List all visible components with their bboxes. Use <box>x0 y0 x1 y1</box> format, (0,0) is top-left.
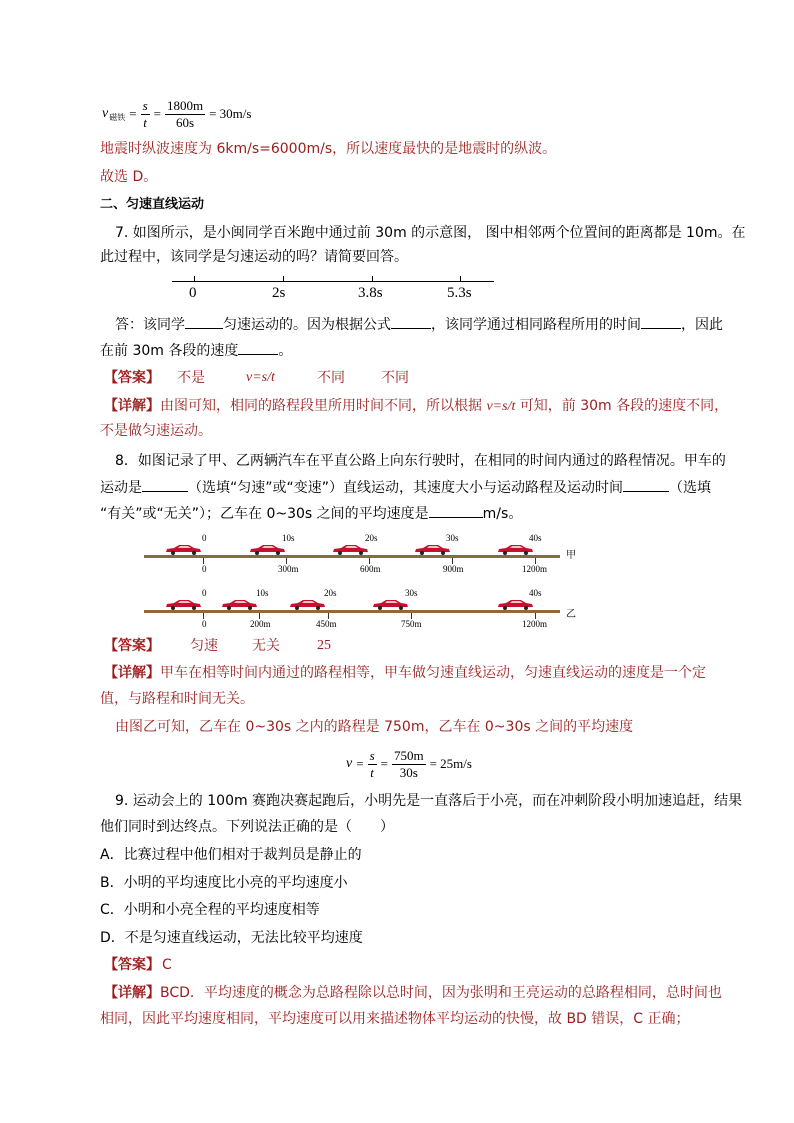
formula-v: v <box>102 106 109 121</box>
q8-detail-line1: 【详解】甲车在相等时间内通过的路程相等，甲车做匀速直线运动，匀速直线运动的速度是一个定 <box>104 665 706 681</box>
q9-option-a: A．比赛过程中他们相对于裁判员是静止的 <box>100 847 362 863</box>
jia-dist-600: 600m <box>360 564 381 574</box>
jia-time-0: 0 <box>202 533 207 543</box>
car-icon <box>331 543 369 555</box>
q7-line1: 7. 如图所示，是小闽同学百米跑中通过前 30m 的示意图， 图中相邻两个位置间的距离都是 10m。在 <box>115 225 746 241</box>
yi-dist-0: 0 <box>202 619 207 629</box>
jia-dist-0: 0 <box>202 564 207 574</box>
car-icon <box>288 598 326 610</box>
formula-sub: 磁铁 <box>109 113 126 122</box>
q8-detail-line2: 值，与路程和时间无关。 <box>100 691 254 707</box>
q7-detail-line1: 【详解】由图可知，相同的路程段里所用时间不同，所以根据 v=s/t 可知，前 30m 各段的速度不同， <box>104 398 729 414</box>
q7-answer-line1: 答：该同学 匀速运动的。因为根据公式 ，该同学通过相同路程所用的时间 ，因此 <box>115 314 723 335</box>
jia-time-40s: 40s <box>529 533 542 543</box>
yi-time-30s: 30s <box>405 588 418 598</box>
jia-dist-300: 300m <box>278 564 299 574</box>
q9-option-b: B．小明的平均速度比小亮的平均速度小 <box>100 875 348 891</box>
q7-answer: 【答案】 不是 v=s/t 不同 不同 <box>104 370 409 386</box>
q9-option-c: C．小明和小亮全程的平均速度相等 <box>100 902 320 918</box>
car-icon <box>413 543 451 555</box>
jia-road <box>144 555 560 558</box>
top-formula: v 磁铁 = $\frac{s}{t}$ = $\frac{1800m}{60s}$ = 30m/s <box>102 97 252 130</box>
car-icon <box>248 543 286 555</box>
car-icon <box>496 543 534 555</box>
q9-answer: 【答案】 C <box>104 957 172 973</box>
q7-line2: 此过程中，该同学是匀速运动的吗？请简要回答。 <box>100 249 408 265</box>
q8-formula: v = $\frac{s}{t}$ = $\frac{750m}{30s}$ = 25m/s <box>346 747 472 780</box>
q9-detail-line2: 相同，因此平均速度相同，平均速度可以用来描述物体平均运动的快慢，故 BD 错误，C 正确； <box>100 1011 690 1027</box>
car-icon <box>496 598 534 610</box>
q8-line1: 8．如图记录了甲、乙两辆汽车在平直公路上向东行驶时，在相同的时间内通过的路程情况。甲车的 <box>115 453 726 469</box>
choose-d-line: 故选 D。 <box>100 169 158 185</box>
q8-answer: 【答案】 匀速 无关 25 <box>104 638 331 654</box>
yi-time-40s: 40s <box>529 588 542 598</box>
yi-dist-1200: 1200m <box>522 619 548 629</box>
q7-label-0: 0 <box>189 285 197 301</box>
q9-line1: 9. 运动会上的 100m 赛跑决赛起跑后，小明先是一直落后于小亮，而在冲刺阶段小明加速追赶，结果 <box>115 793 743 809</box>
q7-diagram <box>170 276 500 306</box>
formula-result: = 30m/s <box>209 106 252 121</box>
q7-label-38s: 3.8s <box>358 285 383 301</box>
car-icon <box>220 598 258 610</box>
yi-road <box>144 610 560 613</box>
yi-label: 乙 <box>566 609 576 620</box>
q8-diagram <box>140 528 590 630</box>
q8-line3: “有关”或“无关”）；乙车在 0~30s 之间的平均速度是 m/s。 <box>100 503 522 524</box>
yi-dist-750: 750m <box>401 619 422 629</box>
q9-option-d: D．不是匀速直线运动，无法比较平均速度 <box>100 930 363 946</box>
jia-dist-900: 900m <box>443 564 464 574</box>
car-icon <box>164 598 202 610</box>
jia-dist-1200: 1200m <box>522 564 548 574</box>
jia-time-30s: 30s <box>446 533 459 543</box>
car-icon <box>164 543 202 555</box>
q7-answer-line2: 在前 30m 各段的速度 。 <box>100 340 292 361</box>
yi-dist-200: 200m <box>250 619 271 629</box>
jia-time-10s: 10s <box>282 533 295 543</box>
jia-time-20s: 20s <box>365 533 378 543</box>
q9-line2: 他们同时到达终点。下列说法正确的是（ ） <box>100 819 394 835</box>
q8-detail-line3: 由图乙可知，乙车在 0~30s 之内的路程是 750m，乙车在 0~30s 之间的平均速度 <box>115 719 634 735</box>
section-title: 二、匀速直线运动 <box>100 197 205 212</box>
q7-label-2s: 2s <box>272 285 286 301</box>
quake-line: 地震时纵波速度为 6km/s=6000m/s，所以速度最快的是地震时的纵波。 <box>100 141 557 157</box>
yi-time-0: 0 <box>202 588 207 598</box>
q7-detail-line2: 不是做匀速运动。 <box>100 423 212 439</box>
formula-fraction: $\frac{1800m}{60s}$ <box>166 97 204 130</box>
formula-s-over-t: $\frac{s}{t}$ <box>142 97 148 130</box>
q8-line2: 运动是 （选填“匀速”或“变速”）直线运动，其速度大小与运动路程及运动时间 （选填 <box>100 477 711 498</box>
car-icon <box>371 598 409 610</box>
yi-time-20s: 20s <box>324 588 337 598</box>
q9-detail-line1: 【详解】BCD．平均速度的概念为总路程除以总时间，因为张明和王亮运动的总路程相同，总时间也 <box>104 985 722 1001</box>
q7-label-53s: 5.3s <box>447 285 472 301</box>
jia-label: 甲 <box>566 550 576 561</box>
yi-dist-450: 450m <box>316 619 337 629</box>
yi-time-10s: 10s <box>256 588 269 598</box>
